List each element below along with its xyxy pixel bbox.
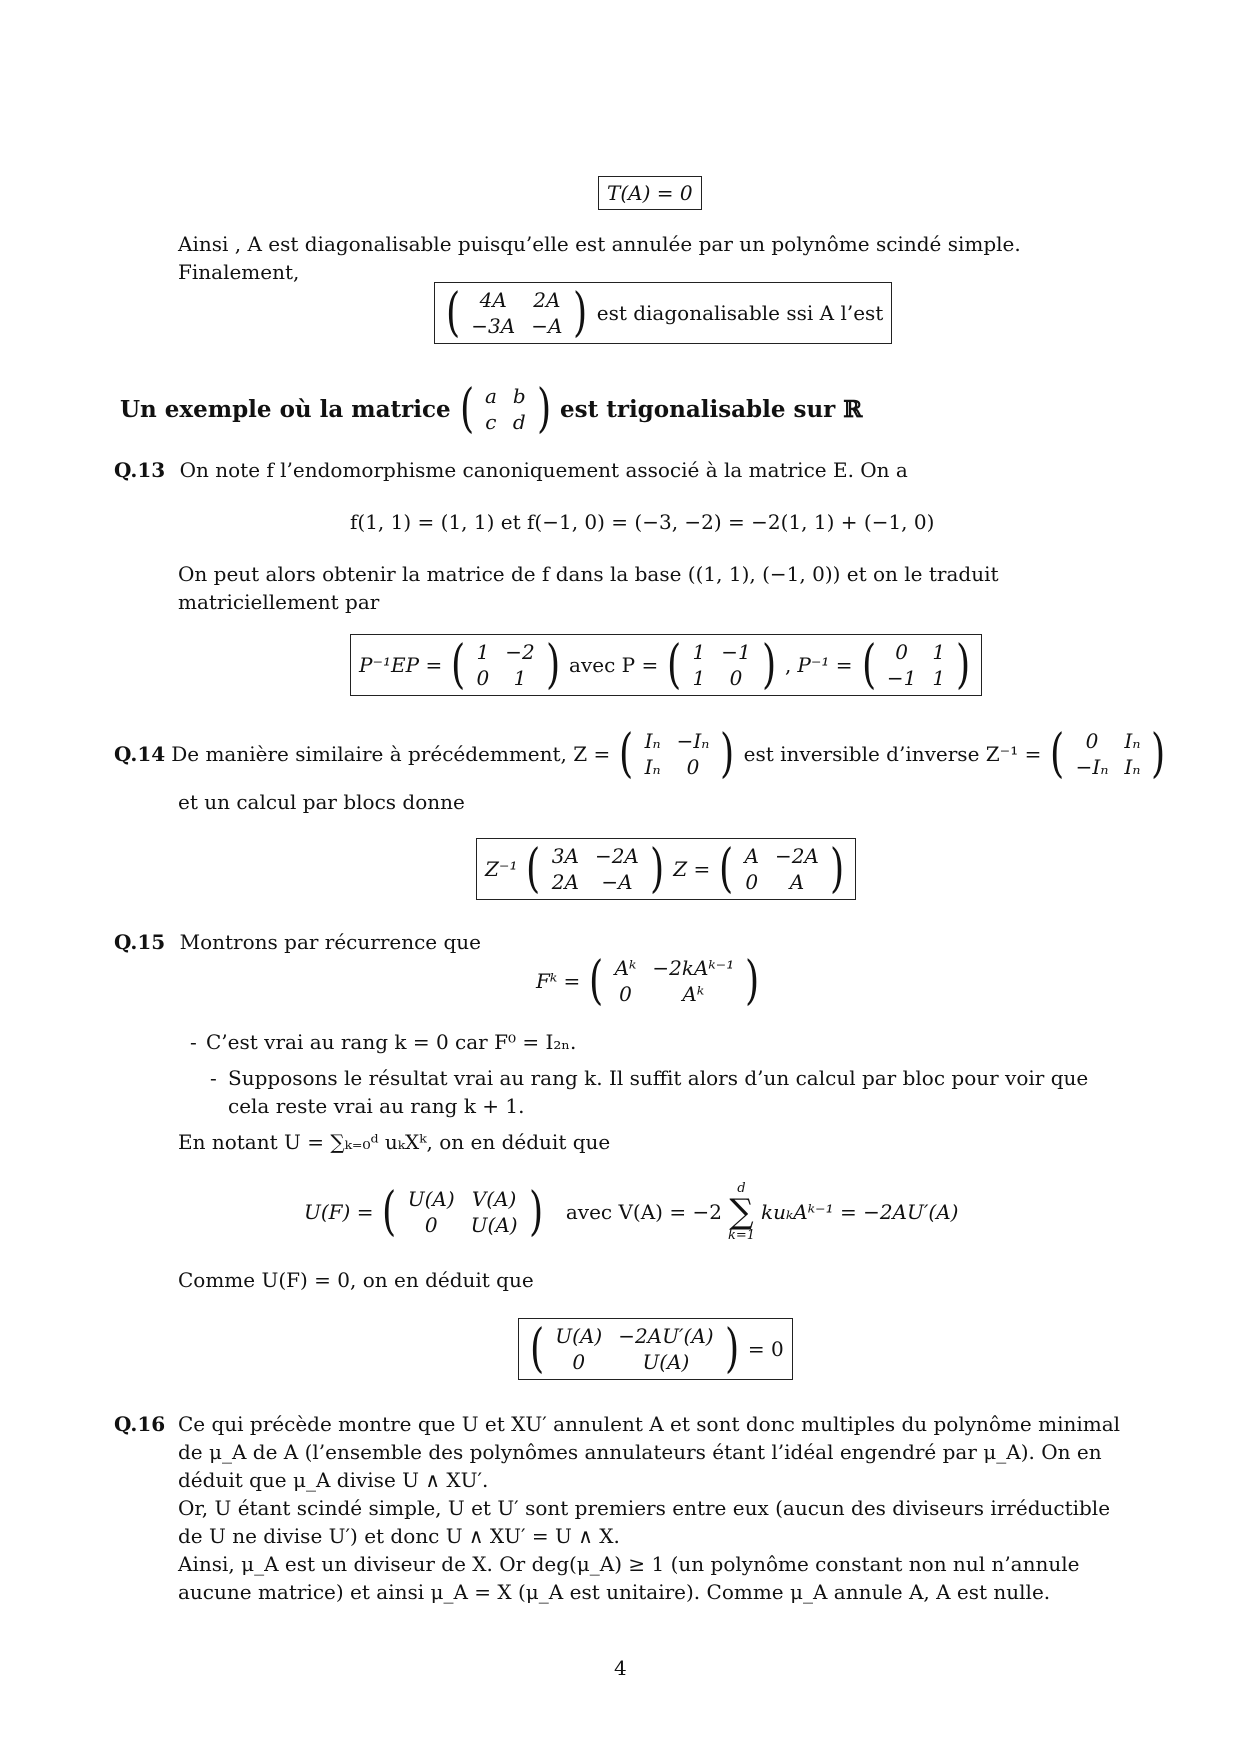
section-matrix: ( a b c d ) xyxy=(459,379,551,439)
section-title: Un exemple où la matrice ( a b c d ) est trigonalisable sur ℝ xyxy=(120,379,863,439)
sum-operator: d ∑ k=1 xyxy=(727,1181,755,1243)
q15-bullet-2: - Supposons le résultat vrai au rang k. Il suffit alors d’un calcul par bloc pour voir que cela reste vrai au rang k + 1. xyxy=(210,1066,1089,1118)
q14-label: Q.14 xyxy=(114,742,166,766)
q16-paragraph xyxy=(178,1410,1128,1606)
boxed-result-diagonalisable xyxy=(434,282,892,344)
box1-text: est diagonalisable ssi A l’est xyxy=(596,301,884,325)
q14-matrix-Z: ( Iₙ −Iₙ Iₙ 0 ) xyxy=(619,724,735,784)
q14-matrix-Zinv: ( 0 Iₙ −Iₙ Iₙ ) xyxy=(1050,724,1166,784)
q15-comme: Comme U(F) = 0, on en déduit que xyxy=(178,1268,534,1292)
q15-matrix-UF: ( U(A) V(A) 0 U(A) ) xyxy=(382,1182,543,1242)
q15-display-Fk: Fᵏ = ( Aᵏ −2kAᵏ⁻¹ 0 Aᵏ ) xyxy=(536,955,763,1007)
q15-matrix-result: ( U(A) −2AU′(A) 0 U(A) ) xyxy=(530,1319,739,1379)
page-number: 4 xyxy=(614,1656,627,1680)
q15-boxed-result: ( U(A) −2AU′(A) 0 U(A) ) = 0 xyxy=(518,1318,793,1380)
q13-matrix-1: ( 1 −2 0 1 ) xyxy=(451,635,560,695)
q15-bullet-1: - C’est vrai au rang k = 0 car F⁰ = I₂ₙ. xyxy=(190,1030,577,1054)
q15-display-UF: U(F) = ( U(A) V(A) 0 U(A) ) avec V(A) = −2 d ∑ k=1 kuₖAᵏ⁻¹ = −2AU′(A) xyxy=(304,1181,959,1243)
q13-line xyxy=(114,458,908,482)
q16-p2: Or, U étant scindé simple, U et U′ sont premiers entre eux (aucun des diviseurs irréductible de U ne divise U′) et donc U ∧ XU′ = U ∧ X. xyxy=(178,1496,1111,1548)
q14-text3: et un calcul par blocs donne xyxy=(178,790,465,814)
q16-label: Q.16 xyxy=(114,1412,166,1436)
q13-matrix-Pinv: ( 0 1 −1 1 ) xyxy=(861,635,971,695)
q13-matrix-P: ( 1 −1 1 0 ) xyxy=(667,635,776,695)
q13-boxed-result: P⁻¹EP = ( 1 −2 0 1 ) avec P = ( 1 −1 1 0 ) , P⁻¹ = ( 0 1 −1 1 ) xyxy=(350,634,982,696)
q15-matrix-Fk: ( Aᵏ −2kAᵏ⁻¹ 0 Aᵏ ) xyxy=(589,951,760,1011)
paragraph-ainsi: Ainsi , A est diagonalisable puisqu’elle est annulée par un polynôme scindé simple. Finalement, xyxy=(178,232,1021,284)
q13-label: Q.13 xyxy=(114,458,166,482)
matrix-block-4A: ( 4A 2A −3A −A ) xyxy=(446,283,588,343)
q15-notant: En notant U = ∑ₖ₌₀ᵈ uₖXᵏ, on en déduit que xyxy=(178,1130,611,1154)
q13-paragraph: On peut alors obtenir la matrice de f dans la base ((1, 1), (−1, 0)) et on le traduit matriciellement par xyxy=(178,562,999,614)
q15-line: Q.15 Montrons par récurrence que xyxy=(114,930,482,954)
boxed-result-TA: T(A) = 0 xyxy=(598,176,702,210)
q13-display: f(1, 1) = (1, 1) et f(−1, 0) = (−3, −2) = −2(1, 1) + (−1, 0) xyxy=(350,510,935,534)
q14-box-matrix-2: ( A −2A 0 A ) xyxy=(719,839,845,899)
q14-boxed-result: Z⁻¹ ( 3A −2A 2A −A ) Z = ( A −2A 0 A ) xyxy=(476,838,856,900)
q14-box-matrix-1: ( 3A −2A 2A −A ) xyxy=(526,839,665,899)
q16-p1: Ce qui précède montre que U et XU′ annulent A et sont donc multiples du polynôme minimal de μ_A de A (l’ensemble des polynômes annulateurs étant l’idéal engendré par μ_A). On en déduit que μ_A divise U ∧ XU′. xyxy=(178,1412,1121,1492)
q13-text: On note f l’endomorphisme canoniquement associé à la matrice E. On a xyxy=(179,458,908,482)
q15-label: Q.15 xyxy=(114,930,166,954)
q16-p3: Ainsi, μ_A est un diviseur de X. Or deg(μ_A) ≥ 1 (un polynôme constant non nul n’annule aucune matrice) et ainsi μ_A = X (μ_A est unitaire). Comme μ_A annule A, A est nulle. xyxy=(178,1552,1080,1604)
q16-label-wrap xyxy=(114,1412,165,1436)
q14-line: Q.14 De manière similaire à précédemment, Z = ( Iₙ −Iₙ Iₙ 0 ) est inversible d’inverse Z⁻¹ = ( 0 Iₙ −Iₙ Iₙ ) xyxy=(114,728,1169,780)
